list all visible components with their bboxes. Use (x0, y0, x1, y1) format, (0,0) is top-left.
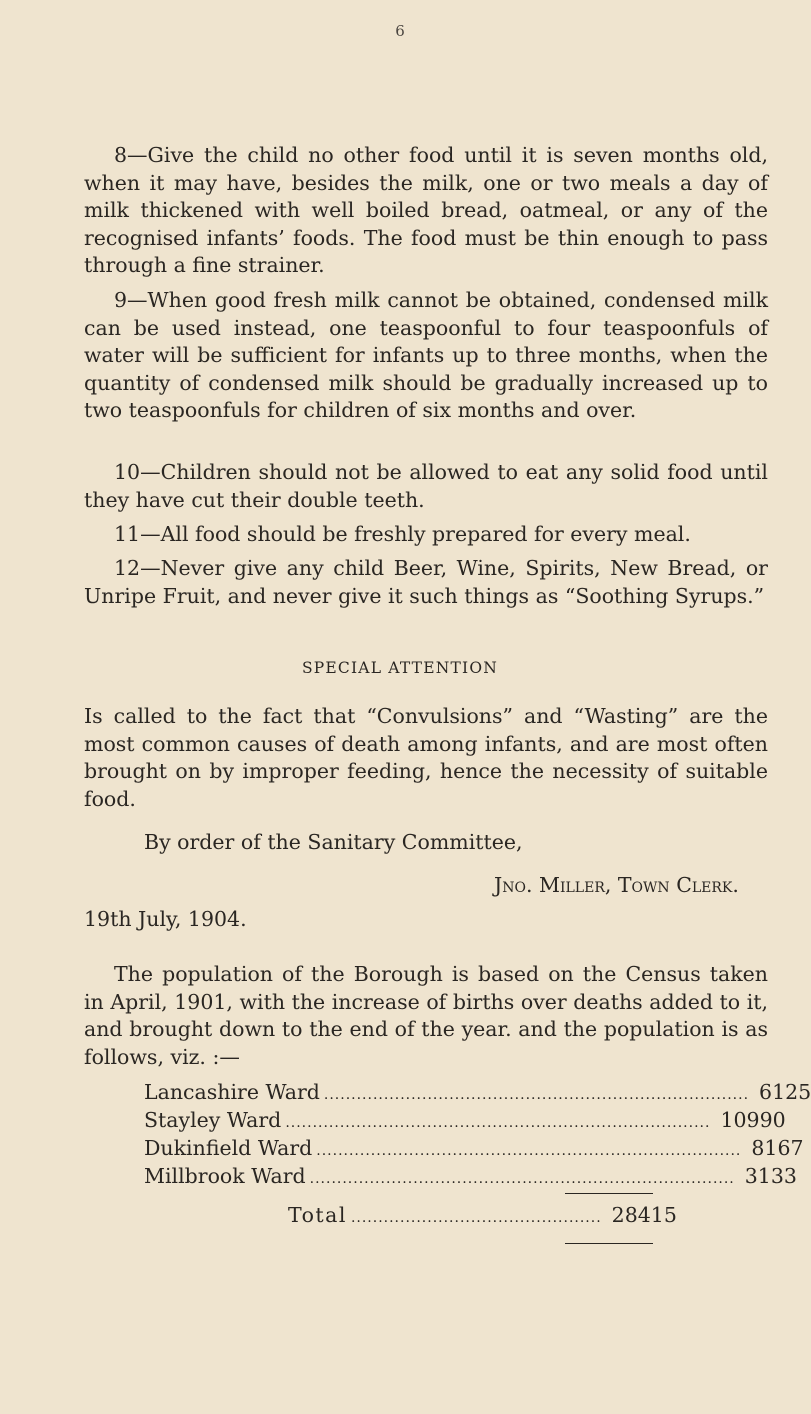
leader-dots: .............................................................................. (323, 1087, 750, 1103)
ward-population: 6125 (759, 1080, 811, 1104)
rule-9-paragraph: 9—When good fresh milk cannot be obtained, condensed milk can be used instead, one teaspoonful to four teaspoonfuls of water will be sufficient for infants up to three months, when the quantity of condensed milk should be gradually increased up to two teaspoonfuls for children of six months and over. (84, 288, 768, 422)
leader-dots: .............................................................................. (316, 1143, 742, 1159)
ward-name: Stayley Ward (144, 1108, 282, 1132)
notice-date: 19th July, 1904. (84, 907, 247, 931)
ward-name: Dukinfield Ward (144, 1136, 313, 1160)
rule-11-paragraph: 11—All food should be freshly prepared for every meal. (114, 522, 691, 546)
ward-population: 3133 (744, 1164, 797, 1188)
ward-name: Millbrook Ward (144, 1164, 306, 1188)
leader-dots: .............................................. (350, 1210, 602, 1226)
special-attention-paragraph: Is called to the fact that “Convulsions” and “Wasting” are the most common causes of death among infants, and are most often brought on by improper feeding, hence the necessity of suitable food. (84, 704, 768, 811)
total-population: 28415 (611, 1203, 677, 1227)
ward-population-table (144, 1078, 811, 1190)
ward-row (144, 1078, 811, 1106)
rule-8-paragraph: 8—Give the child no other food until it is seven months old, when it may have, besides the milk, one or two meals a day of milk thickened with well boiled bread, oatmeal, or any of the recognised infants’ foods. The food must be thin enough to pass through a fine strainer. (84, 143, 768, 277)
ward-name: Lancashire Ward (144, 1080, 320, 1104)
special-attention-heading: SPECIAL ATTENTION (301, 659, 499, 677)
ward-population: 8167 (751, 1136, 804, 1160)
leader-dots: .............................................................................. (285, 1115, 711, 1131)
town-clerk-signature: Jno. Miller, Town Clerk. (494, 873, 739, 897)
subtotal-rule (565, 1193, 653, 1194)
sanitary-committee-line: By order of the Sanitary Committee, (144, 830, 523, 854)
rule-10-paragraph: 10—Children should not be allowed to eat any solid food until they have cut their double teeth. (84, 460, 768, 512)
total-row (288, 1201, 677, 1232)
ward-row (144, 1106, 786, 1134)
ward-population: 10990 (720, 1108, 786, 1132)
total-label: Total (288, 1203, 347, 1227)
page-number: 6 (395, 22, 405, 40)
total-rule (565, 1243, 653, 1244)
population-intro-paragraph: The population of the Borough is based on the Census taken in April, 1901, with the increase of births over deaths added to it, and brought down to the end of the year. and the population is as follows, viz. :— (84, 962, 768, 1069)
ward-row (144, 1162, 797, 1190)
rule-12-paragraph: 12—Never give any child Beer, Wine, Spirits, New Bread, or Unripe Fruit, and never give it such things as “Soothing Syrups.” (84, 556, 768, 608)
ward-row (144, 1134, 804, 1162)
leader-dots: .............................................................................. (309, 1171, 735, 1187)
